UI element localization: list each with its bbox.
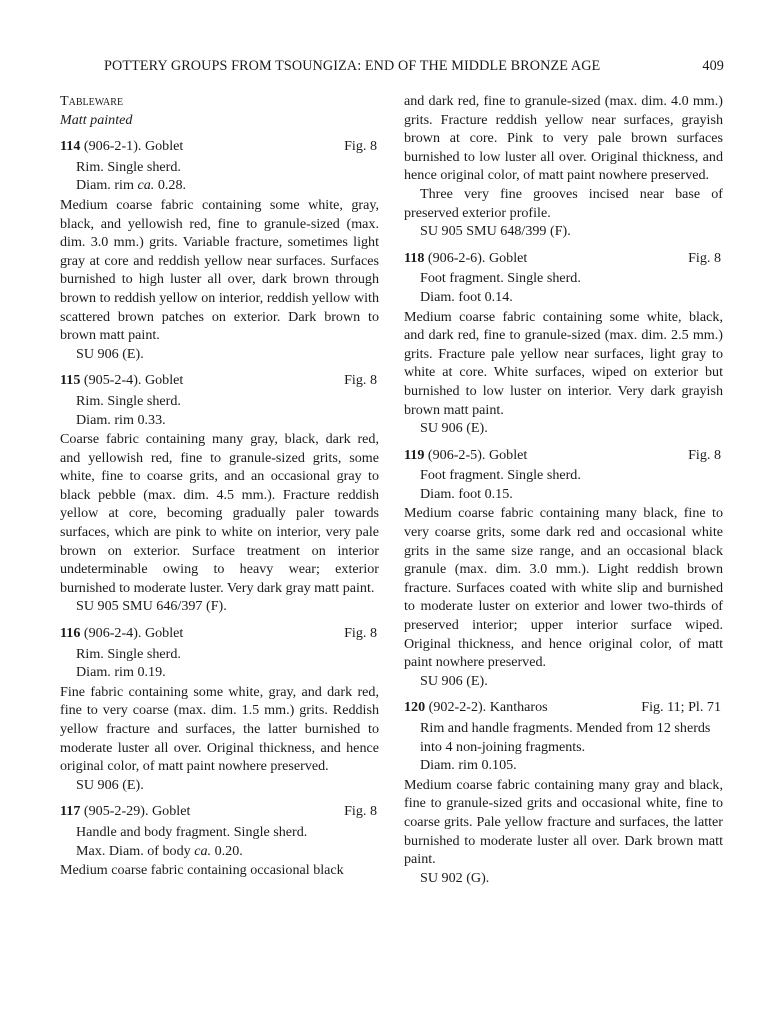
catalog-entry-115	[60, 371, 379, 616]
entry-id: (902-2-2). Kantharos	[428, 699, 548, 716]
entry-dimensions: Diam. rim ca. 0.28.	[76, 177, 187, 194]
entry-su: SU 905 SMU 646/397 (F).	[76, 598, 227, 615]
entry-heading	[404, 698, 723, 717]
entry-number: 114	[60, 138, 81, 155]
entry-number: 116	[60, 625, 81, 642]
entry-part: Foot fragment. Single sherd.	[420, 270, 581, 287]
left-column	[60, 92, 379, 880]
entry-heading	[60, 137, 379, 156]
running-head	[104, 58, 724, 75]
entry-number: 120	[404, 699, 426, 716]
entry-description: Medium coarse fabric containing some white, gray, black, and yellowish red, fine to granule-sized (max. dim. 3.0 mm.) grits. Variable fracture, sometimes light gray at core and reddish yellow near surfaces. Surfaces burnished to high luster all over, dark brown through brown to reddish yellow on interior, reddish yellow with scattered brown patches on exterior. Dark brown to brown matt paint.	[60, 196, 379, 344]
entry-su: SU 906 (E).	[420, 672, 488, 689]
continued-note: Three very fine grooves incised near base of preserved exterior profile.	[404, 185, 723, 221]
entry-dimensions: Diam. rim 0.105.	[420, 757, 517, 774]
entry-description: Medium coarse fabric containing many black, fine to very coarse grits, some dark red and occasional white grits in the same size range, and an occasional black granule (max. dim. 3.0 mm.). Light reddish brown fracture. Surfaces coated with white slip and burnished to moderate luster on exterior and lower two-thirds of preserved interior; upper interior surface wiped. Original thickness, and hence original color, of matt paint nowhere preserved.	[404, 505, 723, 671]
entry-part: Rim. Single sherd.	[76, 645, 181, 662]
catalog-entry-119	[404, 446, 723, 691]
catalog-entry-118	[404, 249, 723, 438]
entry-part: Foot fragment. Single sherd.	[420, 467, 581, 484]
catalog-entry-120	[404, 698, 723, 887]
subsection-heading: Matt painted	[60, 111, 133, 128]
entry-part: Rim. Single sherd.	[76, 392, 181, 409]
running-title: POTTERY GROUPS FROM TSOUNGIZA: END OF THE MIDDLE BRONZE AGE	[104, 58, 601, 74]
figure-reference: Fig. 8	[688, 249, 721, 266]
section-heading: Tableware	[60, 93, 124, 109]
figure-reference: Fig. 8	[344, 625, 377, 642]
entry-su: SU 905 SMU 648/399 (F).	[420, 223, 571, 240]
entry-description: Medium coarse fabric containing some white, black, and dark red, fine to granule-sized (max. dim. 2.5 mm.) grits. Fracture pale yellow near surfaces, light gray to white at core. White surfaces, wiped on exterior but burnished to low luster on interior. Very dark grayish brown matt paint.	[404, 308, 723, 418]
entry-number: 117	[60, 803, 81, 820]
entry-part: Rim. Single sherd.	[76, 158, 181, 175]
entry-su: SU 906 (E).	[420, 420, 488, 437]
entry-part: Handle and body fragment. Single sherd.	[76, 823, 308, 840]
catalog-entry-116	[60, 624, 379, 794]
entry-heading	[404, 249, 723, 268]
entry-heading	[60, 624, 379, 643]
figure-reference: Fig. 8	[344, 803, 377, 820]
entry-dimensions: Diam. rim 0.33.	[76, 411, 166, 428]
entry-id: (906-2-5). Goblet	[427, 446, 528, 463]
figure-reference: Fig. 11; Pl. 71	[641, 699, 721, 716]
right-column	[404, 92, 723, 887]
entry-dimensions: Diam. foot 0.15.	[420, 485, 513, 502]
entry-id: (906-2-4). Goblet	[83, 625, 184, 642]
entry-heading	[60, 371, 379, 390]
page-number: 409	[702, 58, 724, 74]
entry-dimensions: Max. Diam. of body ca. 0.20.	[76, 842, 243, 859]
entry-heading	[404, 446, 723, 465]
catalog-entry-114	[60, 137, 379, 363]
continued-description: and dark red, fine to granule-sized (max. dim. 4.0 mm.) grits. Fracture reddish yellow near surfaces, grayish brown at core. Pink to very pale brown surfaces burnished to low luster all over. Original thickness, and hence original color, of matt paint nowhere preserved.	[404, 93, 723, 184]
entry-dimensions: Diam. rim 0.19.	[76, 664, 166, 681]
figure-reference: Fig. 8	[344, 138, 377, 155]
entry-id: (906-2-1). Goblet	[83, 138, 184, 155]
entry-description-start: Medium coarse fabric containing occasional black	[60, 862, 344, 879]
figure-reference: Fig. 8	[688, 446, 721, 463]
entry-su: SU 906 (E).	[76, 345, 144, 362]
figure-reference: Fig. 8	[344, 372, 377, 389]
entry-part: Rim and handle fragments. Mended from 12 sherds into 4 non-joining fragments.	[420, 720, 711, 755]
entry-id: (905-2-4). Goblet	[83, 372, 184, 389]
entry-heading	[60, 802, 379, 821]
entry-su: SU 906 (E).	[76, 776, 144, 793]
entry-id: (906-2-6). Goblet	[427, 249, 528, 266]
catalog-entry-117	[60, 802, 379, 879]
entry-number: 115	[60, 372, 81, 389]
entry-id: (905-2-29). Goblet	[83, 803, 191, 820]
entry-dimensions: Diam. foot 0.14.	[420, 288, 513, 305]
entry-su: SU 902 (G).	[420, 869, 490, 886]
entry-number: 118	[404, 249, 425, 266]
entry-description: Coarse fabric containing many gray, black, dark red, and yellowish red, fine to granule-sized grits, some white, fine to coarse grits, and an occasional gray to black pebble (max. dim. 4.5 mm.). Fracture reddish yellow at core, becoming gradually paler towards surfaces, which are pink to white on interior, very pale brown on exterior. Surface treatment on interior undeterminable owing to heavy wear; exterior burnished to moderate luster. Very dark gray matt paint.	[60, 431, 379, 596]
entry-description: Fine fabric containing some white, gray, and dark red, fine to very coarse (max. dim. 1.5 mm.) grits. Reddish yellow fracture and surfaces, the latter burnished to moderate luster all over. Original thickness, and hence original color, of matt paint nowhere preserved.	[60, 683, 379, 775]
entry-number: 119	[404, 446, 425, 463]
entry-description: Medium coarse fabric containing many gray and black, fine to granule-sized grits and occasional white, fine to coarse grits. Pale yellow fracture and surfaces, the latter burnished to moderate luster all over. Dark brown matt paint.	[404, 776, 723, 868]
